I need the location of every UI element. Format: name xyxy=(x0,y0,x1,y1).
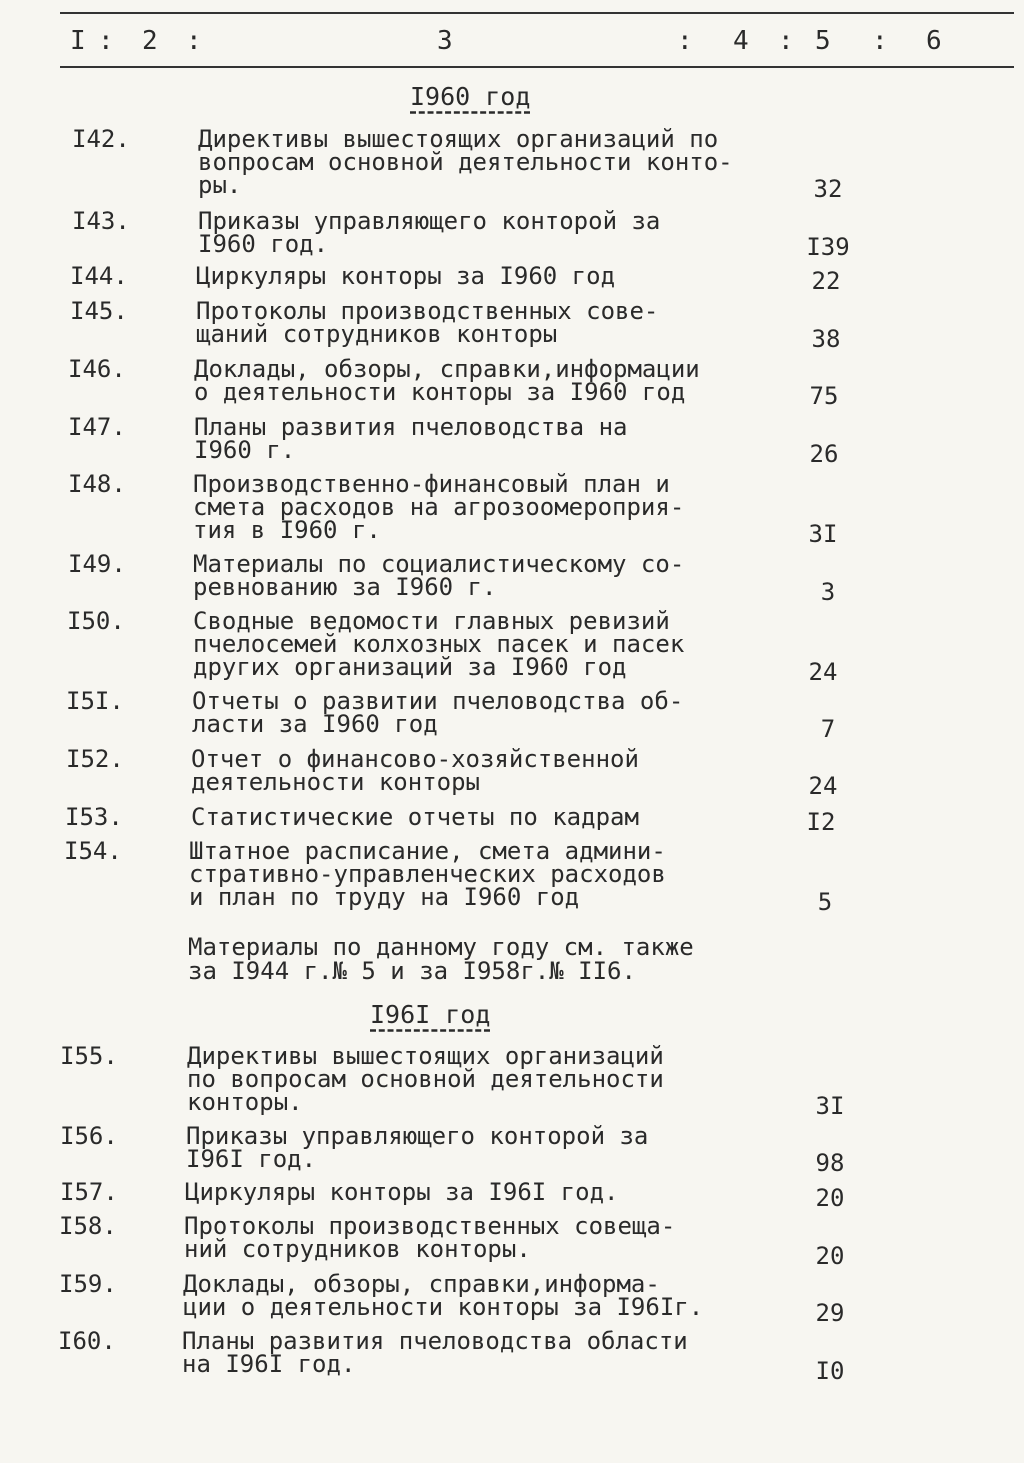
item-sheet-count: 32 xyxy=(813,175,843,203)
item-number: I44. xyxy=(70,262,128,290)
item-sheet-count: 3 xyxy=(820,578,836,606)
item-title: Статистические отчеты по кадрам xyxy=(191,803,639,831)
item-title: Доклады, обзоры, справки,информа- ции о деятельности конторы за I96Iг. xyxy=(183,1270,704,1321)
item-sheet-count: 98 xyxy=(815,1149,845,1177)
col-4-label: 4 xyxy=(733,26,749,56)
item-sheet-count: 24 xyxy=(808,658,838,686)
item-number: I60. xyxy=(58,1327,116,1355)
item-title: Протоколы производственных сове- щаний сотрудников конторы xyxy=(196,297,659,348)
item-title: Протоколы производственных совеща- ний сотрудников конторы. xyxy=(184,1212,676,1263)
item-number: I45. xyxy=(70,297,128,325)
item-title: Приказы управляющего конторой за I96I год. xyxy=(186,1122,649,1173)
item-number: I46. xyxy=(68,355,126,383)
item-number: I43. xyxy=(72,207,130,235)
item-number: I59. xyxy=(59,1270,117,1298)
item-title: Приказы управляющего конторой за I960 год. xyxy=(198,207,661,258)
item-sheet-count: I0 xyxy=(815,1357,845,1385)
item-title: Штатное расписание, смета админи- стративно-управленческих расходов и план по труду на I960 год xyxy=(189,837,666,911)
year-heading-1961: I96I год xyxy=(370,1000,491,1029)
item-title: Сводные ведомости главных ревизий пчелосемей колхозных пасек и пасек других организаций за I960 год xyxy=(193,607,685,681)
item-number: I54. xyxy=(64,837,122,865)
item-number: I47. xyxy=(68,413,126,441)
item-number: I49. xyxy=(68,550,126,578)
item-number: I48. xyxy=(68,470,126,498)
year-heading-1960: I960 год xyxy=(410,82,531,111)
item-number: I42. xyxy=(72,125,130,153)
item-number: I50. xyxy=(67,607,125,635)
col-2-label: 2 xyxy=(142,26,158,56)
col-separator: : xyxy=(778,26,794,56)
item-title: Циркуляры конторы за I960 год xyxy=(196,262,616,290)
item-title: Планы развития пчеловодства на I960 г. xyxy=(194,413,628,464)
item-title: Директивы вышестоящих организаций по вопросам основной деятельности конто- ры. xyxy=(198,125,733,199)
column-header xyxy=(60,12,1014,68)
cross-reference-note: Материалы по данному году см. также за I944 г.№ 5 и за I958г.№ II6. xyxy=(188,933,694,985)
item-number: I52. xyxy=(66,745,124,773)
col-1-label: I xyxy=(70,26,86,56)
item-number: I5I. xyxy=(66,687,124,715)
item-number: I58. xyxy=(59,1212,117,1240)
item-title: Отчеты о развитии пчеловодства об- ласти за I960 год xyxy=(192,687,684,738)
item-sheet-count: 7 xyxy=(820,715,836,743)
col-3-label: 3 xyxy=(437,26,453,56)
item-number: I56. xyxy=(60,1122,118,1150)
item-sheet-count: 24 xyxy=(808,772,838,800)
item-title: Доклады, обзоры, справки,информации о деятельности конторы за I960 год xyxy=(194,355,700,406)
item-sheet-count: 29 xyxy=(815,1299,845,1327)
col-separator: : xyxy=(98,26,114,56)
col-separator: : xyxy=(677,26,693,56)
item-number: I55. xyxy=(60,1042,118,1070)
item-sheet-count: I2 xyxy=(806,808,836,836)
item-title: Отчет о финансово-хозяйственной деятельности конторы xyxy=(191,745,639,796)
col-6-label: 6 xyxy=(926,26,942,56)
item-sheet-count: I39 xyxy=(806,233,850,261)
col-separator: : xyxy=(872,26,888,56)
item-title: Циркуляры конторы за I96I год. xyxy=(185,1178,619,1206)
item-title: Директивы вышестоящих организаций по вопросам основной деятельности конторы. xyxy=(187,1042,664,1116)
item-sheet-count: 26 xyxy=(809,440,839,468)
item-sheet-count: 38 xyxy=(811,325,841,353)
item-sheet-count: 5 xyxy=(817,888,833,916)
item-title: Производственно-финансовый план и смета расходов на агрозоомероприя- тия в I960 г. xyxy=(193,470,685,544)
col-5-label: 5 xyxy=(815,26,831,56)
item-title: Материалы по социалистическому со- ревнованию за I960 г. xyxy=(193,550,685,601)
item-title: Планы развития пчеловодства области на I96I год. xyxy=(182,1327,688,1378)
item-sheet-count: 75 xyxy=(809,382,839,410)
item-number: I57. xyxy=(60,1178,118,1206)
item-sheet-count: 3I xyxy=(815,1092,845,1120)
item-sheet-count: 3I xyxy=(808,520,838,548)
item-sheet-count: 20 xyxy=(815,1242,845,1270)
item-number: I53. xyxy=(65,803,123,831)
item-sheet-count: 22 xyxy=(811,267,841,295)
item-sheet-count: 20 xyxy=(815,1184,845,1212)
col-separator: : xyxy=(186,26,202,56)
